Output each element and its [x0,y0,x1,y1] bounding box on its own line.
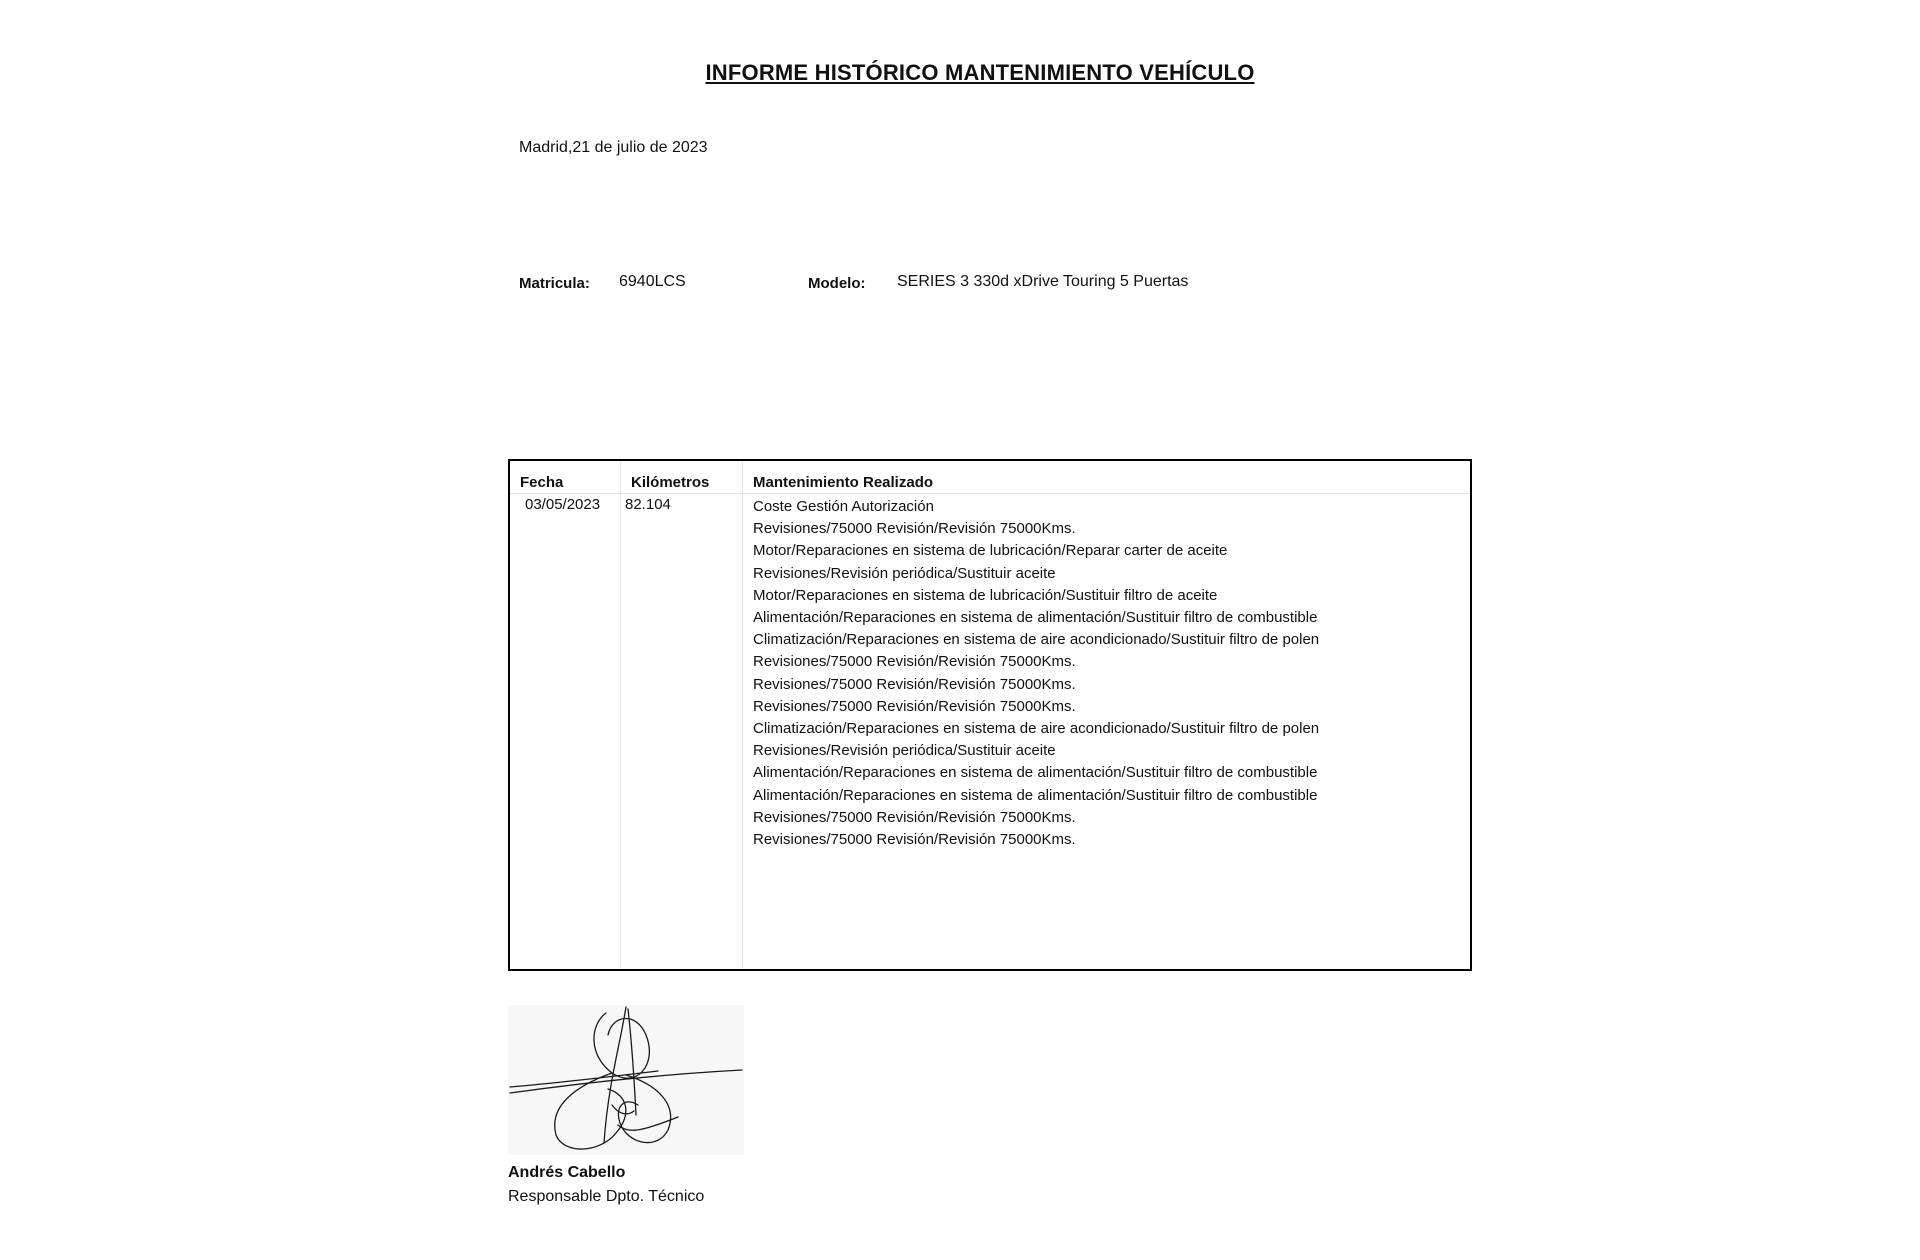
maintenance-item: Revisiones/75000 Revisión/Revisión 75000Kms. [753,520,1076,538]
plate-label: Matricula: [519,275,590,292]
maintenance-item: Revisiones/Revisión periódica/Sustituir aceite [753,564,1056,582]
report-title: INFORME HISTÓRICO MANTENIMIENTO VEHÍCULO [705,60,1255,85]
maintenance-item: Climatización/Reparaciones en sistema de aire acondicionado/Sustituir filtro de polen [753,631,1320,649]
maintenance-item: Revisiones/Revisión periódica/Sustituir aceite [753,742,1056,760]
handwritten-signature [508,1005,744,1155]
model-label: Modelo: [808,275,866,292]
header-date: Fecha [520,474,564,491]
header-km: Kilómetros [631,474,710,491]
maintenance-list [753,496,1353,851]
maintenance-item: Alimentación/Reparaciones en sistema de alimentación/Sustituir filtro de combustible [753,764,1318,782]
model-value: SERIES 3 330d xDrive Touring 5 Puertas [897,273,1189,290]
maintenance-item: Alimentación/Reparaciones en sistema de alimentación/Sustituir filtro de combustible [753,609,1318,627]
cell-date: 03/05/2023 [525,496,601,513]
maintenance-item: Coste Gestión Autorización [753,498,934,515]
maintenance-item: Climatización/Reparaciones en sistema de aire acondicionado/Sustituir filtro de polen [753,720,1320,738]
place-date: Madrid,21 de julio de 2023 [519,139,708,156]
signer-role: Responsable Dpto. Técnico [508,1188,705,1205]
cell-km: 82.104 [625,496,671,513]
maintenance-table [508,459,1472,971]
maintenance-item: Revisiones/75000 Revisión/Revisión 75000Kms. [753,808,1076,826]
maintenance-item: Motor/Reparaciones en sistema de lubricación/Sustituir filtro de aceite [753,586,1218,604]
column-divider-1 [620,461,621,969]
plate-value: 6940LCS [619,273,686,290]
column-divider-2 [742,461,743,969]
maintenance-item: Revisiones/75000 Revisión/Revisión 75000Kms. [753,675,1076,693]
header-divider [510,493,1470,494]
header-maintenance: Mantenimiento Realizado [753,474,934,491]
maintenance-item: Revisiones/75000 Revisión/Revisión 75000Kms. [753,697,1076,715]
maintenance-item: Motor/Reparaciones en sistema de lubricación/Reparar carter de aceite [753,542,1228,560]
signer-name: Andrés Cabello [508,1164,626,1181]
maintenance-item: Alimentación/Reparaciones en sistema de alimentación/Sustituir filtro de combustible [753,786,1318,804]
maintenance-item: Revisiones/75000 Revisión/Revisión 75000Kms. [753,831,1076,849]
maintenance-item: Revisiones/75000 Revisión/Revisión 75000Kms. [753,653,1076,671]
